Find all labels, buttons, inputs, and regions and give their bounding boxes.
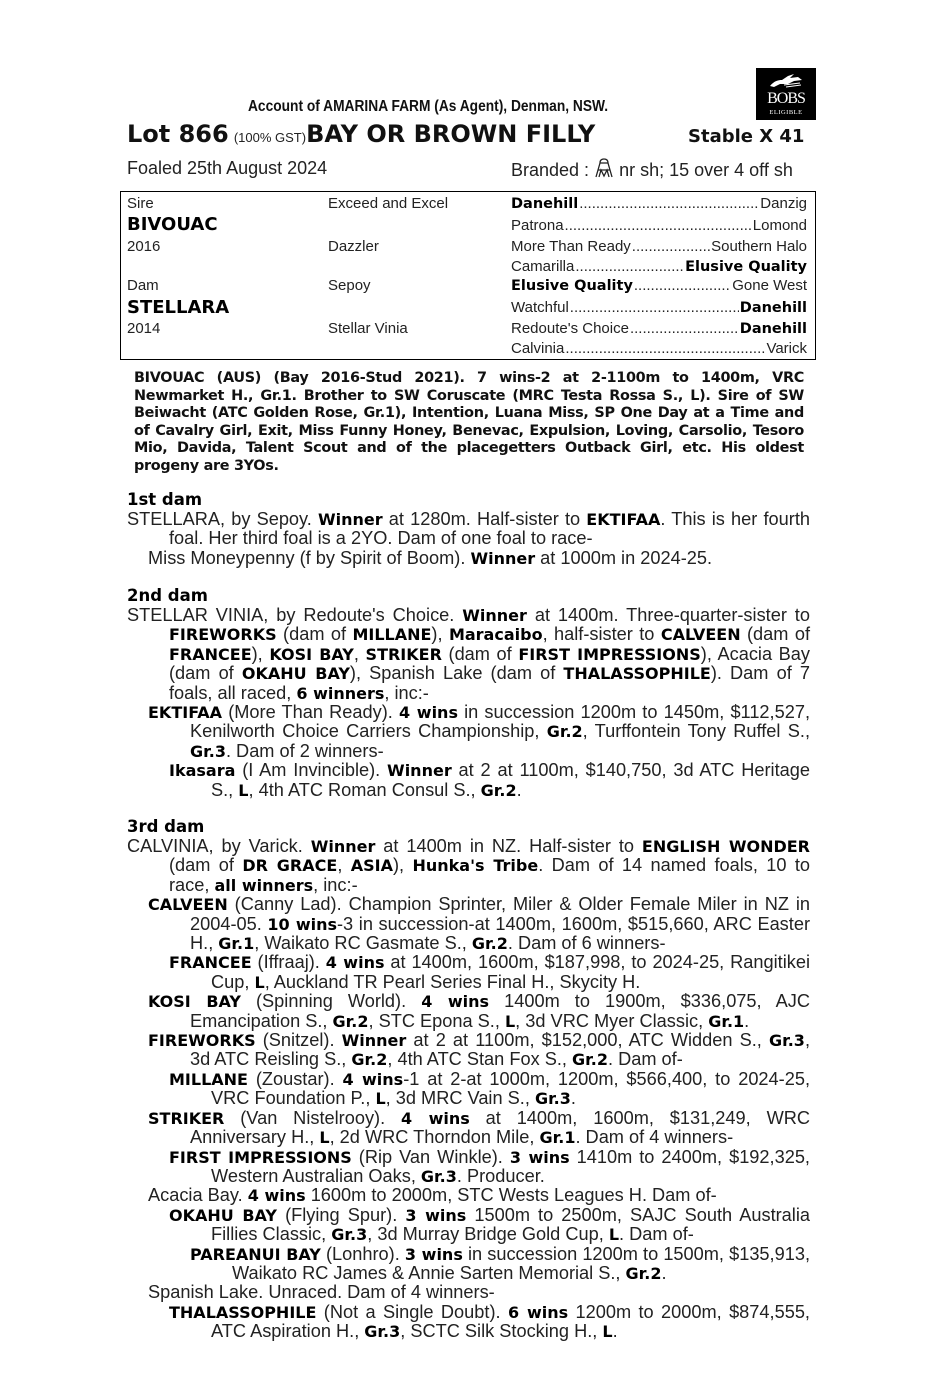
bold-term: CALVEEN — [660, 625, 741, 645]
bold-term: KOSI BAY — [269, 644, 354, 664]
gen3-left: Redoute's Choice — [511, 320, 629, 337]
bold-term: Gr.2 — [332, 1011, 369, 1031]
bold-term: OKAHU BAY — [241, 664, 350, 684]
pedigree-paragraph: OKAHU BAY (Flying Spur). 3 wins 1500m to 2500m, SAJC South Australia Fillies Classic, Gr.3, 3d Murray Bridge Gold Cup, L. Dam of- — [169, 1204, 810, 1245]
pedigree-paragraph: THALASSOPHILE (Not a Single Doubt). 6 wins 1200m to 2000m, $874,555, ATC Aspiration H., Gr.3, SCTC Silk Stocking H., L. — [169, 1301, 810, 1342]
gen3-left: More Than Ready — [511, 238, 631, 255]
bold-term: 6 wins — [507, 1302, 569, 1322]
gen3-row — [511, 299, 807, 316]
pedigree-paragraph: FRANCEE (Iffraaj). 4 wins at 1400m, 1600m, $187,998, to 2024-25, Rangitikei Cup, L, Auckland TR Pearl Series Final H., Skycity H. — [169, 952, 810, 992]
bold-term: 3 wins — [405, 1205, 467, 1225]
gen3-row — [511, 258, 807, 275]
branded-text: nr sh; 15 over 4 off sh — [619, 160, 793, 180]
bold-term: Hunka's Tribe — [412, 856, 539, 876]
dam-dam: Stellar Vinia — [328, 320, 408, 337]
bold-term: FIREWORKS — [169, 625, 277, 645]
bold-term: 10 wins — [267, 914, 337, 934]
gst-note: (100% GST) — [233, 130, 307, 145]
bold-term: OKAHU BAY — [169, 1205, 277, 1225]
section-body — [127, 837, 810, 1342]
bold-term: Gr.3 — [190, 741, 226, 761]
bold-term: STRIKER — [148, 1108, 225, 1128]
pedigree-paragraph: STRIKER (Van Nistelrooy). 4 wins at 1400m, 1600m, $131,249, WRC Anniversary H., L, 2d WRC Thorndon Mile, Gr.1. Dam of 4 winners- — [148, 1107, 811, 1148]
bold-term: FRANCEE — [169, 953, 252, 973]
bold-term: THALASSOPHILE — [169, 1302, 317, 1322]
bold-term: KOSI BAY — [148, 992, 241, 1012]
bold-term: Gr.3 — [420, 1166, 457, 1186]
gen3-left: Calvinia — [511, 340, 565, 357]
gen3-left: Elusive Quality — [511, 278, 633, 294]
bold-term: Gr.2 — [572, 1050, 608, 1070]
gen3-row — [511, 195, 807, 212]
bold-term: FIRST IMPRESSIONS — [169, 1147, 352, 1167]
sire-summary: BIVOUAC (AUS) (Bay 2016-Stud 2021). 7 wins-2 at 2-1100m to 1400m, VRC Newmarket H., Gr.1. Brother to SW Coruscate (MRC Testa Rossa S., L). Sire of SW Beiwacht (ATC Golden Rose, Gr.1), Intention, Luana Miss, SP One Day at a Time and of Cavalry Girl, Exit, Miss Funny Honey, Benevac, Expulsion, Loving, Carsolio, Tesoro Mio, Davida, Talent Scout and of the placegetters Outback Girl, etc. His oldest progeny are 3YOs. — [134, 370, 804, 474]
sire-name: BIVOUAC — [127, 214, 218, 235]
pedigree-paragraph: EKTIFAA (More Than Ready). 4 wins in succession 1200m to 1450m, $112,527, Kenilworth Choice Carriers Championship, Gr.2, Turffontein Tony Ruffel S., Gr.3. Dam of 2 winners- — [148, 702, 811, 761]
bold-term: Winner — [387, 761, 452, 781]
logo-bobs-text: BOBS — [767, 90, 805, 107]
pedigree-paragraph: MILLANE (Zoustar). 4 wins-1 at 2-at 1000m, 1200m, $566,400, to 2024-25, VRC Foundation P., L, 3d MRC Vain S., Gr.3. — [169, 1068, 811, 1109]
bold-term: Ikasara — [169, 761, 236, 781]
bold-term: MILLANE — [169, 1069, 248, 1089]
gen3-right: Danehill — [739, 300, 807, 316]
bold-term: L — [319, 1128, 330, 1148]
gen3-row — [511, 340, 807, 357]
section-heading: 2nd dam — [127, 586, 208, 605]
sire-label: Sire — [127, 195, 154, 212]
pedigree-paragraph: CALVINIA, by Varick. Winner at 1400m in NZ. Half-sister to ENGLISH WONDER (dam of DR GRACE, ASIA), Hunka's Tribe. Dam of 14 named foals, 10 to race, all winners, inc:- — [127, 836, 811, 895]
bold-term: MILLANE — [352, 625, 432, 645]
bobs-eligible-logo — [756, 68, 816, 120]
bold-term: L — [608, 1225, 620, 1245]
bold-term: STRIKER — [365, 644, 442, 664]
gen3-row — [511, 217, 807, 234]
pedigree-paragraph: PAREANUI BAY (Lonhro). 3 wins in succession 1200m to 1500m, $135,913, Waikato RC James & Annie Sarten Memorial S., Gr.2. — [190, 1243, 811, 1283]
bold-term: Winner — [318, 510, 383, 529]
second-dam-section — [127, 586, 810, 800]
bold-term: Gr.2 — [471, 934, 508, 954]
bold-term: 4 wins — [401, 1108, 470, 1128]
bold-term: DR GRACE — [242, 856, 338, 876]
sire-year: 2016 — [127, 238, 161, 255]
pedigree-paragraph: Spanish Lake. Unraced. Dam of 4 winners- — [148, 1282, 495, 1303]
bold-term: L — [504, 1011, 516, 1031]
logo-eligible-text: ELIGIBLE — [769, 109, 803, 116]
dam-name: STELLARA — [127, 297, 230, 318]
bold-term: PAREANUI BAY — [190, 1244, 321, 1264]
gen3-left: Watchful — [511, 299, 569, 316]
section-body — [127, 606, 810, 800]
bold-term: FIREWORKS — [148, 1031, 256, 1051]
section-heading: 1st dam — [127, 490, 203, 509]
gen3-right: Danzig — [760, 195, 807, 212]
pedigree-table — [120, 191, 816, 360]
dam-label: Dam — [127, 277, 159, 294]
bold-term: Winner — [341, 1031, 407, 1051]
bold-term: 4 wins — [342, 1069, 404, 1089]
bold-term: 4 wins — [325, 953, 385, 973]
bold-term: 6 winners — [296, 683, 385, 703]
pedigree-paragraph: CALVEEN (Canny Lad). Champion Sprinter, Miler & Older Female Miler in NZ in 2004-05. 10 wins-3 in succession-at 1400m, 1600m, $515,660, ARC Easter H., Gr.1, Waikato RC Gasmate S., Gr.2. Dam of 6 winners- — [148, 894, 811, 954]
bold-term: Gr.2 — [625, 1263, 662, 1283]
branded-label: Branded : — [511, 160, 590, 180]
bold-term: L — [238, 780, 249, 800]
lot-number: Lot 866 — [127, 120, 229, 148]
gen3-left: Danehill — [511, 196, 579, 212]
bold-term: Gr.3 — [364, 1322, 401, 1342]
gen3-row — [511, 277, 807, 294]
pedigree-paragraph: FIRST IMPRESSIONS (Rip Van Winkle). 3 wins 1410m to 2400m, $192,325, Western Australian Oaks, Gr.3. Producer. — [169, 1146, 810, 1186]
dam-sire: Sepoy — [328, 277, 371, 294]
horse-head-icon — [768, 72, 804, 90]
dam-year: 2014 — [127, 320, 161, 337]
bold-term: FRANCEE — [169, 644, 252, 664]
bold-term: Winner — [310, 837, 376, 856]
gen3-row — [511, 320, 807, 337]
pedigree-paragraph: Ikasara (I Am Invincible). Winner at 2 at 1100m, $140,750, 3d ATC Heritage S., L, 4th ATC Roman Consul S., Gr.2. — [169, 760, 810, 800]
gen3-right: Varick — [766, 340, 807, 357]
pedigree-paragraph: STELLARA, by Sepoy. Winner at 1280m. Half-sister to EKTIFAA. This is her fourth foal. Her third foal is a 2YO. Dam of one foal to race- — [127, 509, 810, 549]
bold-term: Winner — [462, 606, 527, 625]
gen3-left: Camarilla — [511, 258, 575, 275]
bold-term: 3 wins — [509, 1147, 570, 1167]
sire-dam: Dazzler — [328, 238, 379, 255]
bold-term: ASIA — [350, 856, 393, 876]
gen3-right: Elusive Quality — [685, 259, 807, 275]
bold-term: 4 wins — [421, 992, 490, 1012]
bold-term: Winner — [470, 548, 536, 568]
bold-term: Gr.2 — [351, 1050, 388, 1070]
gen3-right: Southern Halo — [711, 238, 807, 255]
bold-term: Gr.1 — [218, 934, 255, 954]
bold-term: Gr.3 — [768, 1031, 805, 1051]
horse-description: BAY OR BROWN FILLY — [306, 120, 596, 148]
bold-term: L — [602, 1322, 613, 1342]
bold-term: L — [254, 972, 265, 992]
foaled-date: Foaled 25th August 2024 — [127, 158, 328, 178]
stable-location: Stable X 41 — [688, 126, 805, 147]
bold-term: Gr.2 — [546, 722, 583, 742]
gen3-right: Lomond — [752, 217, 807, 234]
bold-term: ENGLISH WONDER — [641, 837, 811, 856]
bold-term: Gr.3 — [534, 1089, 571, 1109]
section-heading: 3rd dam — [127, 817, 205, 836]
lot-heading — [127, 120, 595, 148]
bold-term: FIRST IMPRESSIONS — [518, 644, 701, 664]
bold-term: Gr.2 — [480, 780, 517, 800]
pedigree-paragraph: STELLAR VINIA, by Redoute's Choice. Winner at 1400m. Three-quarter-sister to FIREWORKS (dam of MILLANE), Maracaibo, half-sister to CALVEEN (dam of FRANCEE), KOSI BAY, STRIKER (dam of FIRST IMPRESSIONS), Acacia Bay (dam of OKAHU BAY), Spanish Lake (dam of THALASSOPHILE). Dam of 7 foals, all raced, 6 winners, inc:- — [127, 605, 811, 703]
gen3-row — [511, 238, 807, 255]
pedigree-paragraph: FIREWORKS (Snitzel). Winner at 2 at 1100m, $152,000, ATC Widden S., Gr.3, 3d ATC Reisling S., Gr.2, 4th ATC Stan Fox S., Gr.2. Dam of- — [148, 1030, 810, 1070]
pedigree-paragraph: KOSI BAY (Spinning World). 4 wins 1400m to 1900m, $336,075, AJC Emancipation S., Gr.2, STC Epona S., L, 3d VRC Myer Classic, Gr.1. — [148, 991, 810, 1031]
bold-term: Gr.3 — [331, 1225, 368, 1245]
bold-term: L — [375, 1089, 386, 1109]
gen3-left: Patrona — [511, 217, 564, 234]
bold-term: EKTIFAA — [148, 703, 223, 723]
sire-sire: Exceed and Excel — [328, 195, 449, 212]
pedigree-paragraph: Acacia Bay. 4 wins 1600m to 2000m, STC Wests Leagues H. Dam of- — [148, 1185, 717, 1206]
bold-term: EKTIFAA — [586, 510, 661, 529]
bold-term: 4 wins — [398, 703, 458, 723]
third-dam-section — [127, 817, 810, 1342]
brand-mark-icon — [594, 158, 614, 178]
bold-term: Gr.1 — [708, 1011, 745, 1031]
bold-term: 3 wins — [404, 1244, 463, 1264]
pedigree-paragraph: Miss Moneypenny (f by Spirit of Boom). Winner at 1000m in 2024-25. — [148, 547, 713, 568]
gen3-right: Danehill — [739, 321, 807, 337]
bold-term: 4 wins — [247, 1186, 306, 1206]
bold-term: all winners — [214, 875, 314, 895]
bold-term: THALASSOPHILE — [563, 664, 711, 684]
bold-term: CALVEEN — [148, 895, 228, 915]
brand-info — [511, 158, 793, 181]
gen3-right: Gone West — [732, 277, 807, 294]
vendor-account: Account of AMARINA FARM (As Agent), Denman, NSW. — [248, 98, 609, 115]
section-body — [127, 510, 810, 568]
first-dam-section — [127, 490, 810, 568]
bold-term: Gr.1 — [539, 1128, 576, 1148]
bold-term: Maracaibo — [448, 625, 543, 645]
